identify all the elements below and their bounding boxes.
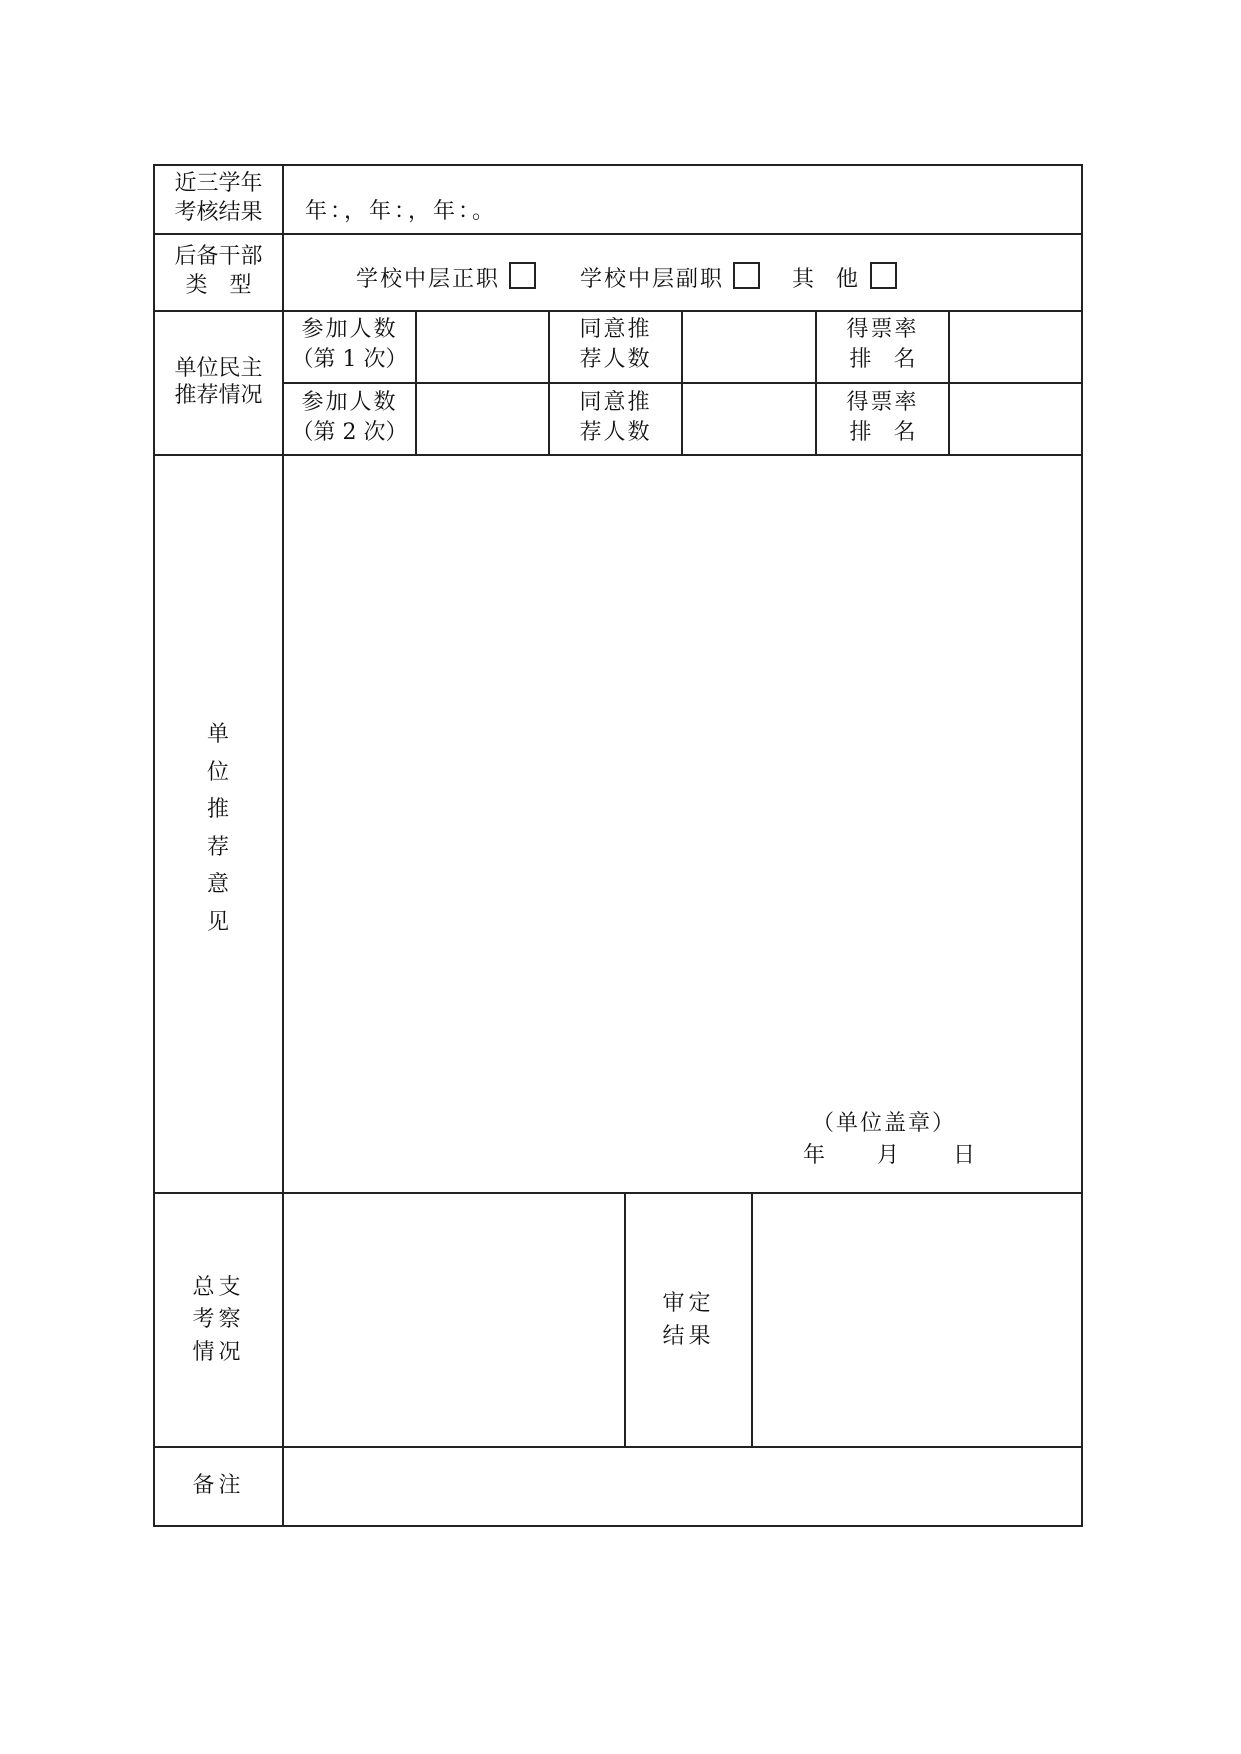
vote-rank-label-round1-line2: 排 名 [849,347,916,372]
participants-value-round2[interactable] [417,384,548,454]
remarks-label: 备注 [192,1473,245,1498]
review-result-text-area[interactable] [753,1194,1081,1446]
exam-results-label-line1: 近三学年 [174,171,263,196]
agree-label-round2-line1: 同意推 [579,390,652,415]
agree-label-round2-line2: 荐人数 [579,420,652,445]
exam-results-label-line2: 考核结果 [174,200,263,225]
unit-seal-text: （单位盖章） [812,1111,957,1136]
row-divider-recommend [153,310,1083,312]
vote-rank-value-round1[interactable] [950,312,1081,382]
unit-opinion-label-char-6: 见 [206,910,229,935]
participants-label-round1-line2: （第 1 次） [291,347,408,372]
agree-value-round1[interactable] [683,312,815,382]
table-right-border [1081,164,1083,1527]
table-bottom-border [153,1525,1083,1527]
vote-rank-value-round2[interactable] [950,384,1081,454]
option-middle-deputy-checkbox[interactable] [733,262,760,289]
democratic-label-line2: 推荐情况 [174,383,263,408]
participants-label-round1-line1: 参加人数 [301,317,398,342]
option-middle-head-checkbox[interactable] [509,262,536,289]
inspection-col-divider-1 [624,1192,626,1448]
remarks-text-area[interactable] [284,1448,1081,1525]
option-other-checkbox[interactable] [870,262,897,289]
option-other-label: 其 他 [792,267,859,292]
branch-inspection-label-line2: 考察 [192,1307,245,1332]
unit-opinion-label-char-3: 推 [206,797,229,822]
review-result-label-line2: 结果 [662,1324,715,1349]
exam-results-value[interactable]: 年：，年：，年：。 [305,199,498,224]
branch-inspection-text-area[interactable] [284,1194,624,1446]
date-year-label: 年 [803,1143,826,1168]
vote-rank-label-round2-line2: 排 名 [849,420,916,445]
participants-label-round2-line1: 参加人数 [301,390,398,415]
option-middle-deputy-label: 学校中层副职 [580,267,725,292]
vote-rank-label-round2-line1: 得票率 [846,390,919,415]
reserve-type-label-line1: 后备干部 [174,244,263,269]
vote-rank-label-round1-line1: 得票率 [846,317,919,342]
option-middle-head-label: 学校中层正职 [356,267,501,292]
unit-opinion-text-area[interactable] [284,456,1081,1096]
agree-label-round1-line2: 荐人数 [579,347,652,372]
table-top-border [153,164,1083,166]
participants-value-round1[interactable] [417,312,548,382]
date-day-label: 日 [953,1143,976,1168]
agree-label-round1-line1: 同意推 [579,317,652,342]
agree-value-round2[interactable] [683,384,815,454]
reserve-type-label-line2: 类 型 [185,273,252,298]
unit-opinion-label-char-1: 单 [206,722,229,747]
date-month-label: 月 [877,1143,900,1168]
branch-inspection-label-line3: 情况 [192,1340,245,1365]
unit-opinion-label-char-2: 位 [206,760,229,785]
branch-inspection-label-line1: 总支 [192,1275,245,1300]
review-result-label-line1: 审定 [662,1291,715,1316]
row-divider-reserve [153,233,1083,235]
participants-label-round2-line2: （第 2 次） [291,420,408,445]
unit-opinion-label-char-4: 荐 [206,835,229,860]
unit-opinion-label-char-5: 意 [206,872,229,897]
democratic-label-line1: 单位民主 [174,356,263,381]
